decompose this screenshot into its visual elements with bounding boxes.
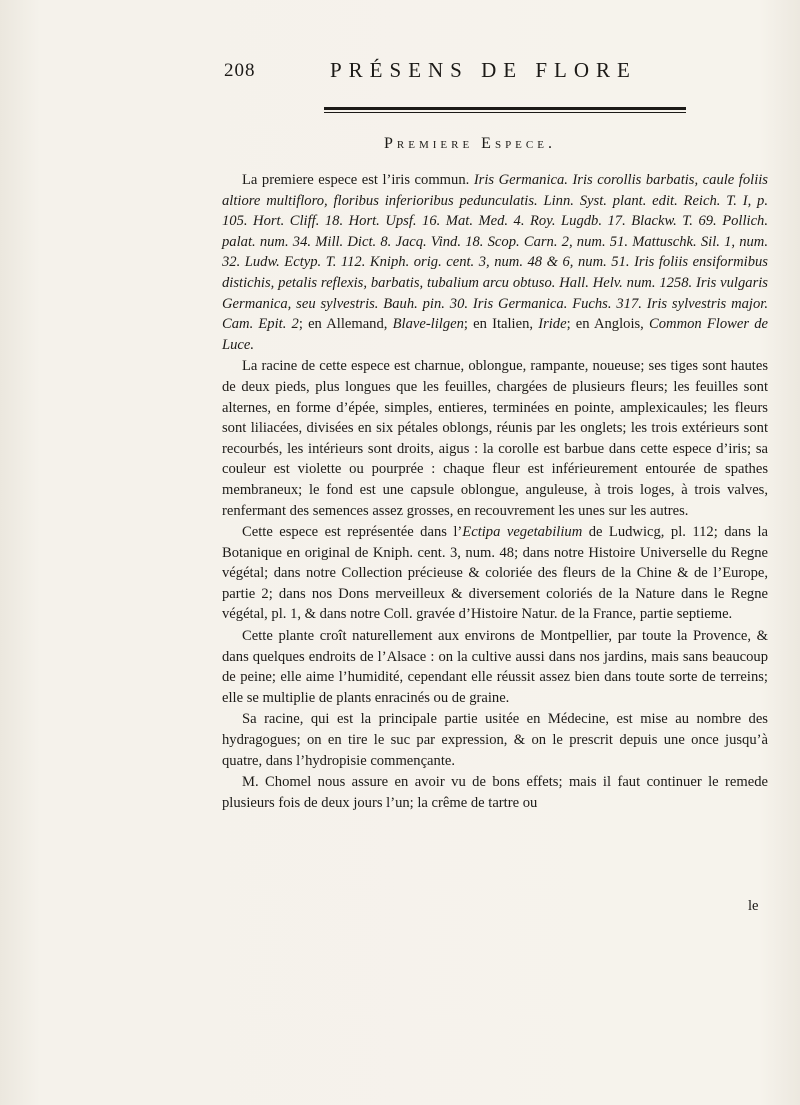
paragraph [222,522,768,625]
header-rule-thick [324,107,686,110]
paragraph [222,356,768,521]
text-run: ; en Allemand, [298,316,393,333]
italic-text-run: Iride [538,316,567,333]
text-run: M. Chomel nous assure en avoir vu de bons effets; mais il faut continuer le remede plusieurs fois de deux jours l’un; la crême de tartre ou [222,774,768,811]
paragraph [222,626,768,708]
text-run: de Ludwicg, pl. 112; dans la Botanique en original de Kniph. cent. 3, num. 48; dans notre Histoire Universelle du Regne végétal; dans notre Collection précieuse & coloriée des fleurs de la Chine & de l’Europe, partie 2; dans nos Dons merveilleux & diversement coloriés de la Nature dans le Regne végétal, pl. 1, & dans notre Coll. gravée d’Histoire Natur. de la France, partie septieme. [222,524,768,623]
italic-text-run: Ectipa vegetabilium [462,524,583,541]
body-text [222,170,768,813]
paragraph [222,170,768,355]
section-title: Premiere Espece. [384,135,556,152]
italic-text-run: Iris Germanica. Iris corollis barbatis, caule foliis altiore multifloro, floribus inferioribus pedunculatis. Linn. Syst. plant. edit. Reich. T. I, p. 105. Hort. Cliff. 18. Hort. Upsf. 16. Mat. Med. 4. Roy. Lugdb. 17. Blackw. T. 69. Pollich. palat. num. 34. Mill. Dict. 8. Jacq. Vind. 18. Scop. Carn. 2, num. 51. Mattuschk. Sil. 1, num. 32. Ludw. Ectyp. T. 112. Kniph. orig. cent. 3, num. 48 & 6, num. 51. Iris foliis ensiformibus distichis, petalis reflexis, barbatis, tubalium arcu obtuso. Hall. Helv. num. 1258. Iris vulgaris Germanica, seu sylvestris. Bauh. pin. 30. Iris Germanica. Fuchs. 317. Iris sylvestris major. Cam. Epit. 2 [222,172,768,333]
text-run: Cette plante croît naturellement aux environs de Montpellier, par toute la Provence, & dans quelques endroits de l’Alsace : on la cultive aussi dans nos jardins, mais sans beaucoup de peine; elle aime l’humidité, cependant elle réussit assez bien dans toute sorte de terreins; elle se multiplie de plants enracinés ou de graine. [222,628,768,706]
header-rule-thin [324,112,686,113]
running-title: PRÉSENS DE FLORE [330,58,637,82]
text-run: Cette espece est représentée dans l’ [242,524,463,541]
paragraph [222,709,768,771]
text-run: ; en Anglois, [566,316,649,333]
catchword: le [748,898,759,914]
text-run: Sa racine, qui est la principale partie usitée en Médecine, est mise au nombre des hydragogues; on en tire le suc par expression, & on le prescrit depuis une once jusqu’à quatre, dans l’hydropisie commençante. [222,711,768,769]
page-header [224,58,686,88]
italic-text-run: Blave-lilgen [392,316,464,333]
italic-text-run: Common Flower de Luce. [222,316,768,353]
text-run: La racine de cette espece est charnue, oblongue, rampante, noueuse; ses tiges sont hautes de deux pieds, plus longues que les feuilles, chargées de plusieurs fleurs; les feuilles sont alternes, en forme d’épée, simples, entieres, terminées en pointe, amplexicaules; les fleurs sont liliacées, divisées en six pétales oblongs, réunis par les onglets; les trois extérieurs sont recourbés, les intérieurs sont droits, aigus : la corolle est barbue dans cette espece d’iris; sa couleur est violette ou pourprée : chaque fleur est inférieurement entourée de spathes membraneux; le fond est une capsule oblongue, anguleuse, à trois loges, à trois valves, renfermant des semences assez grosses, en recouvrement les unes sur les autres. [222,358,768,519]
paragraph [222,772,768,813]
text-run: ; en Italien, [463,316,539,333]
text-run: La premiere espece est l’iris commun. [242,172,474,188]
page-number: 208 [224,60,256,81]
